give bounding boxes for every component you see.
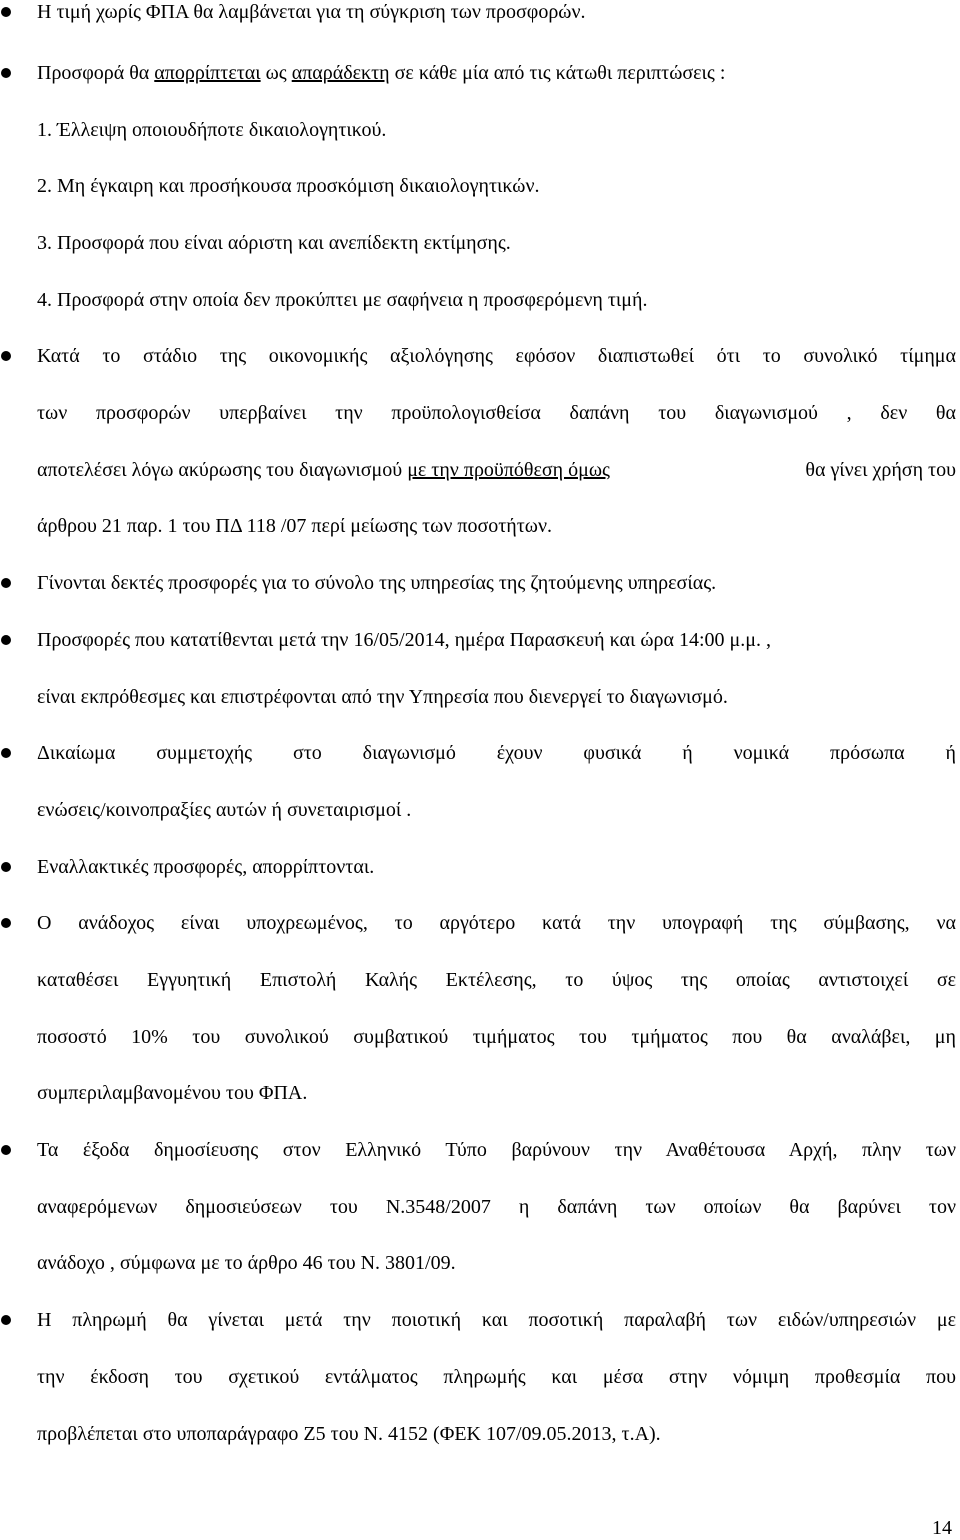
text-segment: αποτελέσει λόγω ακύρωσης του διαγωνισμού <box>37 459 408 481</box>
list-item-text: Γίνονται δεκτές προσφορές για το σύνολο της υπηρεσίας της ζητούμενης υπηρεσίας. <box>37 572 717 594</box>
bullet-icon <box>1 351 11 361</box>
bullet-icon <box>1 68 11 78</box>
text-segment: ως <box>260 62 292 84</box>
bullet-icon <box>1 862 11 872</box>
list-item-text: Η τιμή χωρίς ΦΠΑ θα λαμβάνεται για τη σύγκριση των προσφορών. <box>37 1 586 23</box>
bullet-icon <box>1 1315 11 1325</box>
bullet-icon <box>1 578 11 588</box>
bullet-icon <box>1 748 11 758</box>
list-item-text: Εναλλακτικές προσφορές, απορρίπτονται. <box>37 856 375 878</box>
paragraph-line-text: καταθέσει Εγγυητική Επιστολή Καλής Εκτέλεσης, το ύψος της οποίας αντιστοιχεί σε <box>37 969 956 991</box>
numbered-item-text: 4. Προσφορά στην οποία δεν προκύπτει με σαφήνεια η προσφερόμενη τιμή. <box>37 289 648 311</box>
paragraph-line-text: ποσοστό 10% του συνολικού συμβατικού τιμήματος του τμήματος που θα αναλάβει, μη <box>37 1026 956 1048</box>
page-number: 14 <box>932 1517 952 1539</box>
underlined-text: απορρίπτεται <box>154 62 261 84</box>
list-item-text <box>37 61 725 85</box>
numbered-item-text: 3. Προσφορά που είναι αόριστη και ανεπίδεκτη εκτίμησης. <box>37 232 511 254</box>
bullet-icon <box>1 635 11 645</box>
bullet-icon <box>1 918 11 928</box>
paragraph-line-text: συμπεριλαμβανομένου του ΦΠΑ. <box>37 1082 308 1104</box>
paragraph-line: Κατά το στάδιο της οικονομικής αξιολόγησης εφόσον διαπιστωθεί ότι το συνολικό τίμημα <box>37 345 956 367</box>
list-item-text: Προσφορές που κατατίθενται μετά την 16/05/2014, ημέρα Παρασκευή και ώρα 14:00 μ.μ. , <box>37 629 771 651</box>
paragraph-line: Ο ανάδοχος είναι υποχρεωμένος, το αργότερο κατά την υπογραφή της σύμβασης, να <box>37 912 956 934</box>
paragraph-line-text: είναι εκπρόθεσμες και επιστρέφονται από την Υπηρεσία που διενεργεί το διαγωνισμό. <box>37 686 728 708</box>
text-segment: Προσφορά θα <box>37 62 155 84</box>
paragraph-line: Η πληρωμή θα γίνεται μετά την ποιοτική και ποσοτική παραλαβή των ειδών/υπηρεσιών με <box>37 1309 956 1331</box>
paragraph-line: Δικαίωμα συμμετοχής στο διαγωνισμό έχουν φυσικά ή νομικά πρόσωπα ή <box>37 742 956 764</box>
bullet-icon <box>1 7 11 17</box>
text-segment: σε κάθε μία από τις κάτωθι περιπτώσεις : <box>389 62 726 84</box>
paragraph-line-text: άρθρου 21 παρ. 1 του ΠΔ 118 /07 περί μείωσης των ποσοτήτων. <box>37 515 552 537</box>
underlined-text: με την προϋπόθεση όμως <box>407 459 610 481</box>
paragraph-line-text: την έκδοση του σχετικού εντάλματος πληρωμής και μέσα στην νόμιμη προθεσμία που <box>37 1366 956 1388</box>
paragraph-line: Τα έξοδα δημοσίευσης στον Ελληνικό Τύπο βαρύνουν την Αναθέτουσα Αρχή, πλην των <box>37 1139 956 1161</box>
numbered-item-text: 1. Έλλειψη οποιουδήποτε δικαιολογητικού. <box>37 119 387 141</box>
paragraph-line-text: προβλέπεται στο υποπαράγραφο Ζ5 του Ν. 4152 (ΦΕΚ 107/09.05.2013, τ.Α). <box>37 1423 661 1445</box>
numbered-item-text: 2. Μη έγκαιρη και προσήκουσα προσκόμιση δικαιολογητικών. <box>37 175 540 197</box>
underlined-text: απαράδεκτη <box>291 62 390 84</box>
paragraph-line-text: ενώσεις/κοινοπραξίες αυτών ή συνεταιρισμοί . <box>37 799 412 821</box>
text-segment: θα γίνει χρήση του <box>805 459 956 481</box>
paragraph-line-text <box>37 458 956 482</box>
paragraph-line-text: ανάδοχο , σύμφωνα με το άρθρο 46 του Ν. 3801/09. <box>37 1252 456 1274</box>
paragraph-line-text: αναφερόμενων δημοσιεύσεων του Ν.3548/2007 η δαπάνη των οποίων θα βαρύνει τον <box>37 1196 956 1218</box>
paragraph-line-text: των προσφορών υπερβαίνει την προϋπολογισθείσα δαπάνη του διαγωνισμού , δεν θα <box>37 402 956 424</box>
bullet-icon <box>1 1145 11 1155</box>
